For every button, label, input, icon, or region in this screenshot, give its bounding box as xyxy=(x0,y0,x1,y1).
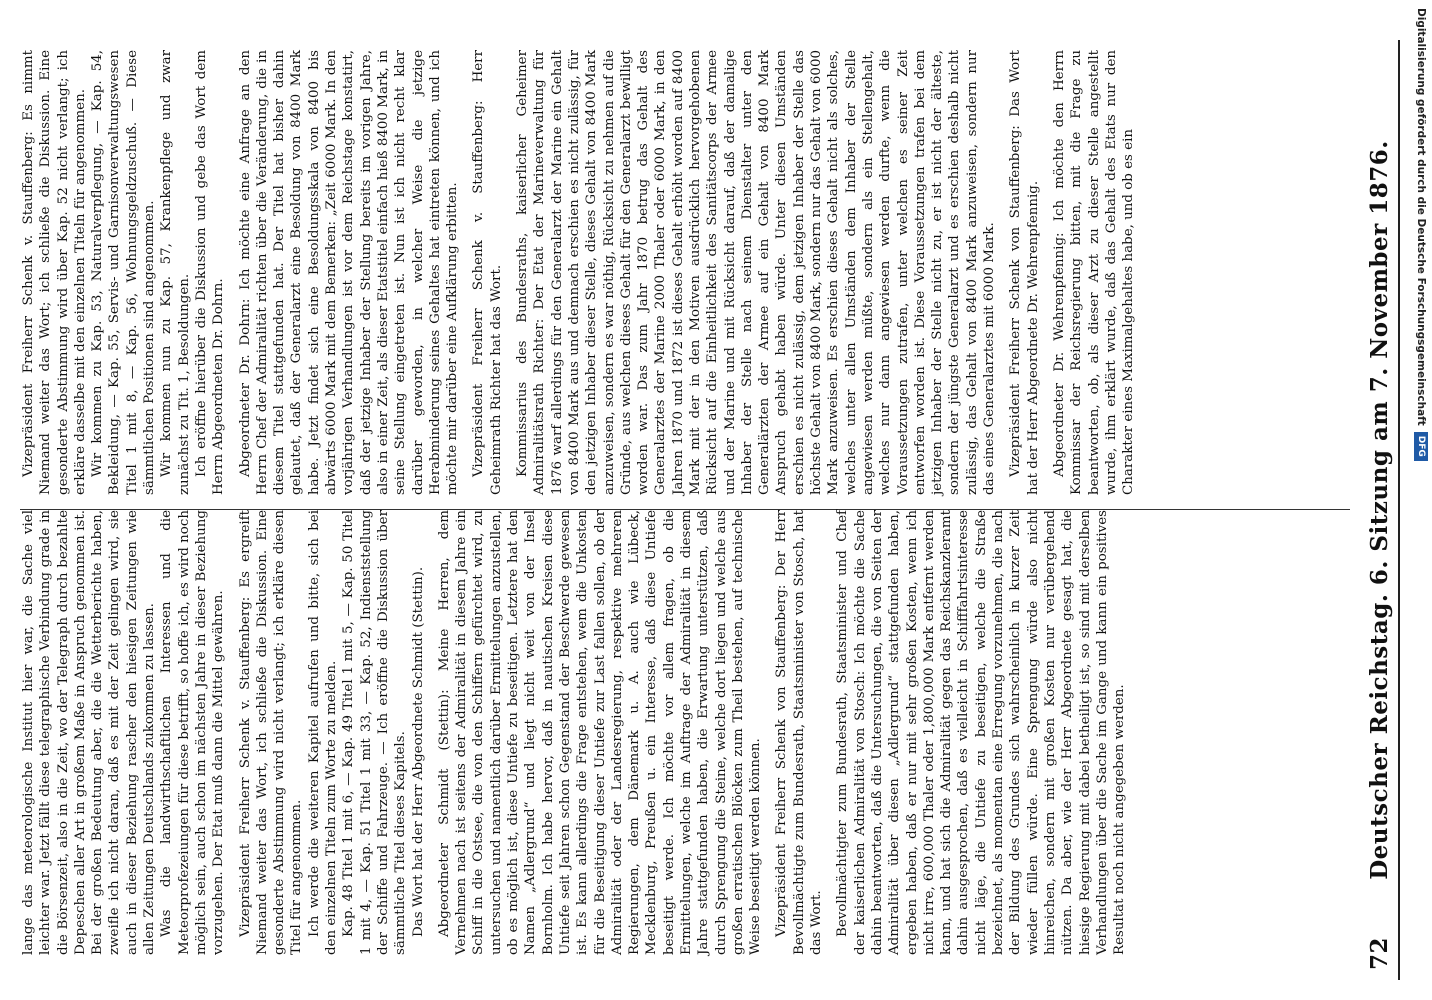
paragraph: Bevollmächtigter zum Bundesrath, Staatsminister und Chef der kaiserlichen Admiralität von Stosch: Ich möchte die Sache dahin beantworten, daß die Untersuchungen, die von Seiten der Admiralität über diesen „Adlergrund“ stattgefunden haben, ergeben haben, daß er nur mit sehr großen Kosten, wenn ich nicht irre, 600,000 Thaler oder 1,800,000 Mark entfernt werden kann, und hat sich die Admiralität gegen das Reichskanzleramt dahin ausgesprochen, daß es vielleicht in Schifffahrtsinteresse nicht läge, die Untiefe zu beseitigen, welche die Straße bezeichnet, als momentan eine Erregung vorzunehmen, die nach der Bildung des Grundes sich wahrscheinlich in kurzer Zeit wieder füllen würde. Eine Sprengung würde also nicht hinreichen, sondern mit großen Kosten nur verübergehend nützen. Da aber, wie der Herr Abgeordnete gesagt hat, die hiesige Regierung mit dabei betheiligt ist, so sind mit derselben Verhandlungen über die Sache im Gange und kann ein positives Resultat noch nicht angegeben werden. xyxy=(835,510,1128,955)
page-header xyxy=(1362,40,1400,980)
paragraph: Abgeordneter Dr. Wehrenpfennig: Ich möchte den Herrn Kommissar der Reichsregierung bitten, mit die Frage zu beantworten, ob, als dieser Arzt zu dieser Stelle angestellt wurde, ihm erklärt wurde, daß das Gehalt des Etats nur den Charakter eines Maximalgehaltes habe, und ob es ein xyxy=(1051,50,1137,495)
paragraph: Vizepräsident Freiherr Schenk von Stauffenberg: Das Wort hat der Herr Abgeordnete Dr. Wehrenpfennig. xyxy=(1008,50,1041,495)
paragraph: Kap. 48 Titel 1 mit 6, — Kap. 49 Titel 1 mit 5, — Kap. 50 Titel 1 mit 4, — Kap. 51 Titel 1 mit 33, — Kap. 52, Indienststellung der Schiffe und Fahrzeuge. — Ich eröffne die Diskussion über sämmtliche Titel dieses Kapitels. xyxy=(341,510,409,955)
credit-text: Digitalisierung gefördert durch die Deutsche Forschungsgemeinschaft xyxy=(1415,8,1427,426)
right-column xyxy=(20,50,1350,495)
dfg-logo: DFG xyxy=(1414,432,1428,461)
paragraph: Vizepräsident Freiherr Schenk v. Stauffenberg: Es ergreift Niemand weiter das Wort, ich schließe die Diskussion. Eine gesonderte Abstimmung wird nicht verlangt; ich erkläre diesen Titel für angenommen. xyxy=(237,510,305,955)
paragraph: Was die landwirthschaftlichen Interessen und die Meteorprofezeiungen für diese betrifft, so hoffe ich, es wird noch möglich sein, auch schon im nächsten Jahre in dieser Beziehung vorzugehen. Der Etat muß dann die Mittel gewähren. xyxy=(159,510,227,955)
paragraph: lange das meteorologische Institut hier war, die Sache viel leichter war. Jetzt fällt diese telegraphische Verbindung grade in die Börsenzeit, also in die Zeit, wo der Telegraph durch bezahlte Depeschen aller Art in großem Maße in Anspruch genommen ist. Bei der großen Bedeutung aber, die die Wetterberichte haben, zweifle ich nicht daran, daß es mit der Zeit gelingen wird, sie auch in dieser Beziehung rascher den hiesigen Zeitungen wie allen Zeitungen Deutschlands zukommen zu lassen. xyxy=(21,510,158,955)
paragraph: Kommissarius des Bundesraths, kaiserlicher Geheimer Admiralitätsrath Richter: Der Etat der Marineverwaltung für 1876 warf allerdings für den Generalarzt der Marine ein Gehalt von 8400 Mark aus und demnach erschien es nicht zulässig, für den jetzigen Inhaber dieser Stelle, dieses Gehalt von 8400 Mark anzuweisen, sondern es war nöthig, Rücksicht zu nehmen auf die Gründe, aus welchen dieses Gehalt für den Generalarzt bewilligt worden war. Das zum Jahr 1870 betrug das Gehalt des Generalarztes der Marine 2000 Thaler oder 6000 Mark, in den Jahren 1870 und 1872 ist dieses Gehalt erhöht worden auf 8400 Mark mit der in den Motiven ausdrücklich hervorgehobenen Rücksicht auf die Einheitlichkeit des Sanitätscorps der Armee und der Marine und mit Rücksicht darauf, daß der damalige Inhaber der Stelle nach seinem Dienstalter unter den Generalärzten der Armee auf ein Gehalt von 8400 Mark Anspruch gehabt haben würde. Unter diesen Umständen erschien es nicht zulässig, dem jetzigen Inhaber der Stelle das höchste Gehalt von 8400 Mark, sondern nur das Gehalt von 6000 Mark anzuweisen. Es erschien dieses Gehalt nicht als solches, welches unter allen Umständen dem Inhaber der Stelle angewiesen werden müßte, sondern als ein Stellengehalt, welches nur dann angewiesen werden durfte, wenn die Voraussetzungen zutrafen, unter welchen es seiner Zeit entworfen worden ist. Diese Voraussetzungen trafen bei dem jetzigen Inhaber der Stelle nicht zu, er ist nicht der älteste, sondern der jüngste Generalarzt und es erschien deshalb nicht zulässig, das Gehalt von 8400 Mark anzuweisen, sondern nur das eines Generalarztes mit 6000 Mark. xyxy=(515,50,998,495)
paragraph: Abgeordneter Schmidt (Stettin): Meine Herren, dem Vernehmen nach ist seitens der Admiralität in diesem Jahre ein Schiff in die Ostsee, die von den Schiffern gefürchtet wird, zu untersuchen und namentlich darüber Ermittelungen anzustellen, ob es möglich ist, diese Untiefe zu beseitigen. Letztere hat den Namen „Adlergrund“ und liegt nicht weit von der Insel Bornholm. Ich habe hervor, daß in nautischen Kreisen diese Untiefe seit Jahren schon Gegenstand der Beschwerde gewesen ist. Es kann allerdings die Frage entstehen, wem die Unkosten für die Beseitigung dieser Untiefe zur Last fallen sollen, ob der Admiralität oder der Landesregierung, respektive mehreren Regierungen, dem Dänemark u. A. auch wie Lübeck, Mecklenburg, Preußen u. ein Interesse, daß diese Untiefe beseitigt werde. Ich möchte vor allem fragen, ob die Ermittelungen, welche im Auftrage der Admiralität in diesem Jahre stattgefunden haben, die Erwartung unterstützen, daß durch Sprengung die Steine, welche dort liegen und welche aus großen erratischen Blöcken zum Theil bestehen, auf technische Weise beseitigt werden können. xyxy=(436,510,764,955)
paragraph: Vizepräsident Freiherr Schenk von Stauffenberg: Der Herr Bevollmächtigte zum Bundesrath, Staatsminister von Stosch, hat das Wort. xyxy=(774,510,825,955)
left-column xyxy=(20,510,1350,955)
paragraph: Ich eröffne hierüber die Diskussion und gebe das Wort dem Herrn Abgeordneten Dr. Dohrn. xyxy=(193,50,227,495)
paragraph: Das Wort hat der Herr Abgeordnete Schmidt (Stettin). xyxy=(410,566,426,937)
paragraph: Abgeordneter Dr. Dohrn: Ich möchte eine Anfrage an den Herrn Chef der Admiralität richten über die Veränderung, die in diesem Titel stattgefunden hat. Der Titel hat bisher dahin gelautet, daß der Generalarzt eine Besoldung von 8400 Mark habe. Jetzt findet sich eine Besoldungsskala von 8400 bis abwärts 6000 Mark mit dem Bemerken: „Zeit 6000 Mark. In den vorjährigen Verhandlungen ist vor dem Reichstage konstatirt, daß der jetzige Inhaber der Stellung bereits im vorigen Jahre, also in einer Zeit, als dieser Etatstitel einfach hieß 8400 Mark, in seine Stellung eingetreten ist. Nun ist ich nicht recht klar darüber geworden, in welcher Weise die jetzige Herabminderung seines Gehaltes hat eintreten können, und ich möchte mir darüber eine Aufklärung erbitten. xyxy=(237,50,461,495)
page-number: 72 xyxy=(1366,936,1393,970)
paragraph: Wir kommen zu Kap. 53, Naturalverpflegung, — Kap. 54, Bekleidung, — Kap. 55, Servis- und Garnisonverwaltungswesen Titel 1 mit 8, — Kap. 56, Wohnungsgeldzuschuß. — Diese sämmtlichen Positionen sind angenommen. xyxy=(90,50,158,495)
page-title: Deutscher Reichstag. 6. Sitzung am 7. November 1876. xyxy=(1366,140,1393,880)
digitization-credit xyxy=(1412,8,1430,992)
paragraph: Wir kommen nun zu Kap. 57, Krankenpflege und zwar zunächst zu Tit. 1, Besoldungen. xyxy=(159,50,192,495)
paragraph: Ich werde die weiteren Kapitel aufrufen und bitte, sich bei den einzelnen Titeln zum Worte zu melden. xyxy=(306,510,340,955)
paragraph: Vizepräsident Freiherr Schenk v. Stauffenberg: Es nimmt Niemand weiter das Wort; ich schließe die Diskussion. Eine gesonderte Abstimmung wird über Kap. 52 nicht verlangt; ich erkläre dasselbe mit den einzelnen Titeln für angenommen. xyxy=(21,50,88,495)
paragraph: Vizepräsident Freiherr Schenk v. Stauffenberg: Herr Geheimrath Richter hat das Wort. xyxy=(471,50,504,495)
